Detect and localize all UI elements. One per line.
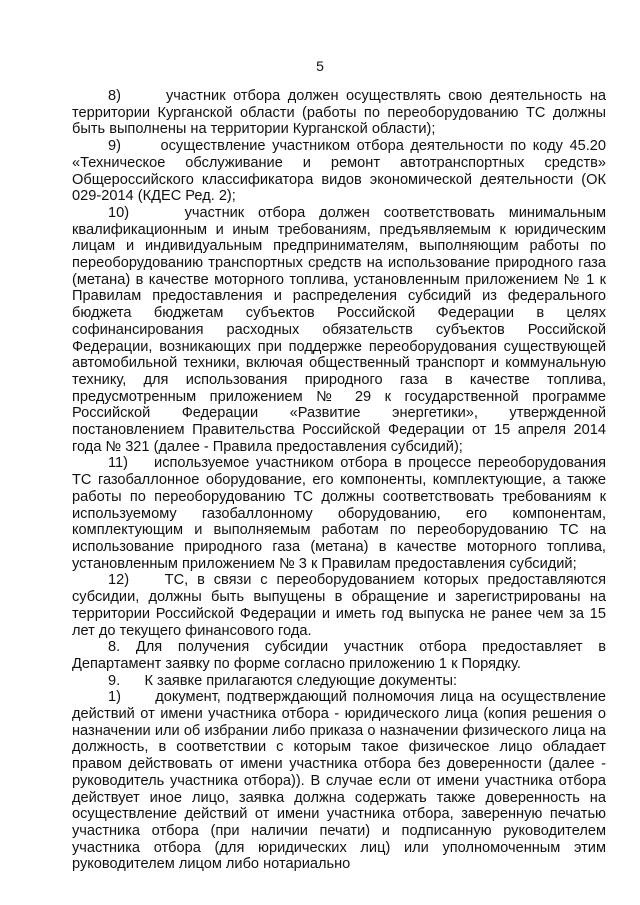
paragraph-item-8: 8) участник отбора должен осуществлять свою деятельность на территории Курганской области (работы по переоборудованию ТС должны быть выполнены на территории Курганской области); bbox=[72, 88, 606, 138]
paragraph-item-11: 11) используемое участником отбора в процессе переоборудования ТС газобаллонное оборудование, его компоненты, комплектующие, а также работы по переоборудованию ТС должны соответствовать требованиям к используемому газобаллонному оборудованию, его компонентам, комплектующим и выполняемым работам по переоборудованию ТС на использование природного газа (метана) в качестве моторного топлива, установленным приложением № 3 к Правилам предоставления субсидий; bbox=[72, 455, 606, 572]
paragraph-document-1: 1) документ, подтверждающий полномочия лица на осуществление действий от имени участника отбора - юридического лица (копия решения о назначении или об избрании либо приказа о назначении физического лица на должность, в соответствии с которым такое физическое лицо обладает правом действовать от имени участника отбора без доверенности (далее - руководитель участника отбора)). В случае если от имени участника отбора действует иное лицо, заявка должна содержать также доверенность на осуществление действий от имени участника отбора, заверенную печатью участника отбора (при наличии печати) и подписанную руководителем участника отбора (для юридических лиц) или уполномоченным этим руководителем лицом либо нотариально bbox=[72, 689, 606, 873]
page-number: 5 bbox=[316, 58, 324, 74]
paragraph-clause-9: 9. К заявке прилагаются следующие документы: bbox=[108, 672, 458, 689]
paragraph-item-10: 10) участник отбора должен соответствовать минимальным квалификационным и иным требованиям, предъявляемым к юридическим лицам и индивидуальным предпринимателям, выполняющим работы по переоборудованию транспортных средств на использование природного газа (метана) в качестве моторного топлива, установленным приложением № 1 к Правилам предоставления и распределения субсидий из федерального бюджета бюджетам субъектов Российской Федерации в целях софинансирования расходных обязательств субъектов Российской Федерации, возникающих при поддержке переоборудования существующей автомобильной техники, включая общественный транспорт и коммунальную технику, для использования природного газа в качестве топлива, предусмотренным приложением № 29 к государственной программе Российской Федерации «Развитие энергетики», утвержденной постановлением Правительства Российской Федерации от 15 апреля 2014 года № 321 (далее - Правила предоставления субсидий); bbox=[72, 204, 606, 455]
paragraph-clause-8: 8. Для получения субсидии участник отбора предоставляет в Департамент заявку по форме согласно приложению 1 к Порядку. bbox=[72, 639, 606, 672]
paragraph-item-12: 12) ТС, в связи с переоборудованием которых предоставляются субсидии, должны быть выпущены в обращение и зарегистрированы на территории Российской Федерации и иметь год выпуска не ранее чем за 15 лет до текущего финансового года. bbox=[72, 572, 606, 639]
paragraph-item-9: 9) осуществление участником отбора деятельности по коду 45.20 «Техническое обслуживание и ремонт автотранспортных средств» Общероссийского классификатора видов экономической деятельности (ОК 029-2014 (КДЕС Ред. 2); bbox=[72, 138, 606, 205]
document-body bbox=[72, 88, 606, 873]
